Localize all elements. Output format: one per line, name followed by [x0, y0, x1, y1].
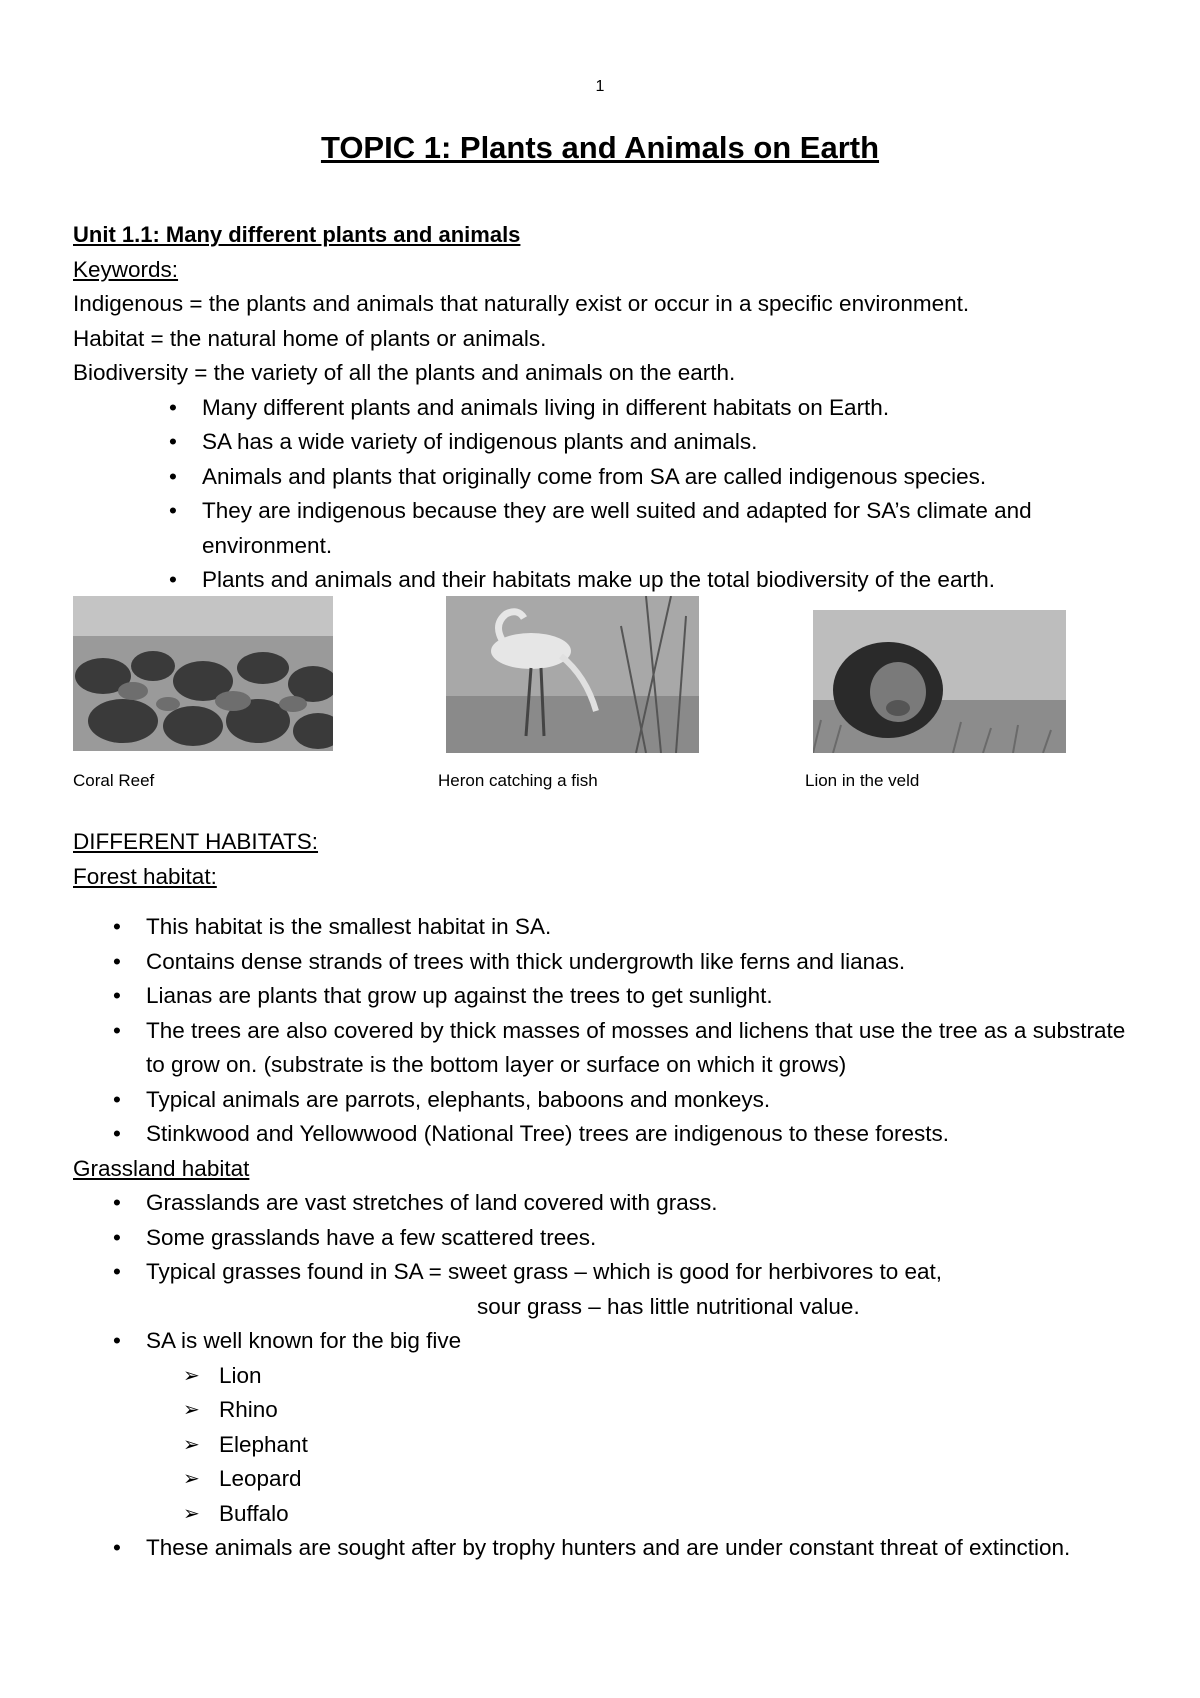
list-item: • These animals are sought after by trophy hunters and are under constant threat of extinction. — [146, 1531, 1116, 1566]
heron-photo — [446, 596, 699, 753]
coral-reef-caption: Coral Reef — [73, 771, 155, 790]
bullet-icon: • — [113, 983, 121, 1008]
forest-habitat-label: Forest habitat: — [73, 863, 217, 889]
heron-caption: Heron catching a fish — [438, 771, 598, 790]
bullet-icon: • — [113, 1017, 121, 1043]
closing-bullet-list — [113, 1531, 1146, 1566]
big-five-list — [183, 1359, 1143, 1532]
list-item: • Typical animals are parrots, elephants, baboons and monkeys. — [146, 1083, 1200, 1118]
list-item: • Animals and plants that originally come from SA are called indigenous species. — [202, 460, 1200, 495]
list-item: • Some grasslands have a few scattered trees. — [146, 1221, 1146, 1256]
list-item: • SA has a wide variety of indigenous plants and animals. — [202, 425, 1200, 460]
arrow-bullet-icon: ➢ — [183, 1468, 200, 1490]
bullet-icon: • — [169, 394, 177, 420]
forest-bullet-list — [113, 910, 1200, 1152]
bullet-icon: • — [113, 1086, 121, 1112]
list-item: • Stinkwood and Yellowwood (National Tree) trees are indigenous to these forests. — [146, 1117, 1200, 1152]
arrow-bullet-icon: ➢ — [183, 1502, 200, 1525]
arrow-bullet-icon: ➢ — [183, 1399, 200, 1421]
list-item: ➢ Elephant — [219, 1428, 1143, 1463]
list-item: • Grasslands are vast stretches of land covered with grass. — [146, 1186, 1146, 1221]
lion-caption: Lion in the veld — [805, 771, 920, 790]
bullet-icon: • — [113, 914, 121, 939]
bullet-icon: • — [169, 498, 177, 523]
page-number: 1 — [595, 78, 605, 95]
list-item: ➢ Rhino — [219, 1393, 1143, 1428]
list-item: • Contains dense strands of trees with thick undergrowth like ferns and lianas. — [146, 945, 1200, 980]
list-item: • This habitat is the smallest habitat in SA. — [146, 910, 1200, 945]
bullet-icon: • — [113, 1190, 121, 1215]
arrow-bullet-icon: ➢ — [183, 1433, 200, 1456]
list-item: • Many different plants and animals living in different habitats on Earth. — [202, 391, 1200, 426]
bullet-icon: • — [113, 1121, 121, 1146]
list-item: • Lianas are plants that grow up against the trees to get sunlight. — [146, 979, 1200, 1014]
grassland-habitat-label: Grassland habitat — [73, 1155, 250, 1181]
habitats-heading: DIFFERENT HABITATS: — [73, 829, 319, 854]
bullet-icon: • — [113, 1328, 121, 1353]
list-item: ➢ Leopard — [219, 1462, 1143, 1497]
grassland-bullet-list — [113, 1186, 1146, 1359]
bullet-icon: • — [169, 429, 177, 454]
arrow-bullet-icon: ➢ — [183, 1364, 200, 1387]
definition-habitat: Habitat = the natural home of plants or animals. — [73, 325, 547, 351]
list-item: ➢ Buffalo — [219, 1497, 1143, 1532]
list-item: • Plants and animals and their habitats make up the total biodiversity of the earth. — [202, 563, 1200, 598]
coral-reef-photo — [73, 596, 333, 751]
lion-photo — [813, 610, 1066, 753]
definition-biodiversity: Biodiversity = the variety of all the plants and animals on the earth. — [73, 360, 736, 385]
unit-section — [73, 218, 1143, 598]
definition-indigenous: Indigenous = the plants and animals that naturally exist or occur in a specific environment. — [73, 291, 970, 316]
list-item-continuation: sour grass – has little nutritional value. — [477, 1293, 860, 1319]
list-item: • Typical grasses found in SA = sweet grass – which is good for herbivores to eat, — [146, 1255, 1146, 1290]
list-item: • SA is well known for the big five — [146, 1324, 1146, 1359]
keywords-label: Keywords: — [73, 256, 179, 282]
unit-heading: Unit 1.1: Many different plants and animals — [73, 222, 521, 247]
page-title: TOPIC 1: Plants and Animals on Earth — [320, 130, 880, 165]
bullet-icon: • — [169, 567, 177, 592]
habitats-section — [73, 825, 1143, 1566]
bullet-icon: • — [113, 1224, 121, 1250]
bullet-icon: • — [113, 948, 121, 974]
list-item: • The trees are also covered by thick masses of mosses and lichens that use the tree as a substrate to grow on. (substrate is the bottom layer or surface on which it grows) — [146, 1014, 1146, 1083]
list-item: ➢ Lion — [219, 1359, 1143, 1394]
list-item: • They are indigenous because they are well suited and adapted for SA’s climate and environment. — [202, 494, 1102, 563]
bullet-icon: • — [113, 1259, 121, 1284]
bullet-icon: • — [169, 463, 177, 489]
unit-bullet-list — [169, 391, 1200, 598]
bullet-icon: • — [113, 1535, 121, 1560]
